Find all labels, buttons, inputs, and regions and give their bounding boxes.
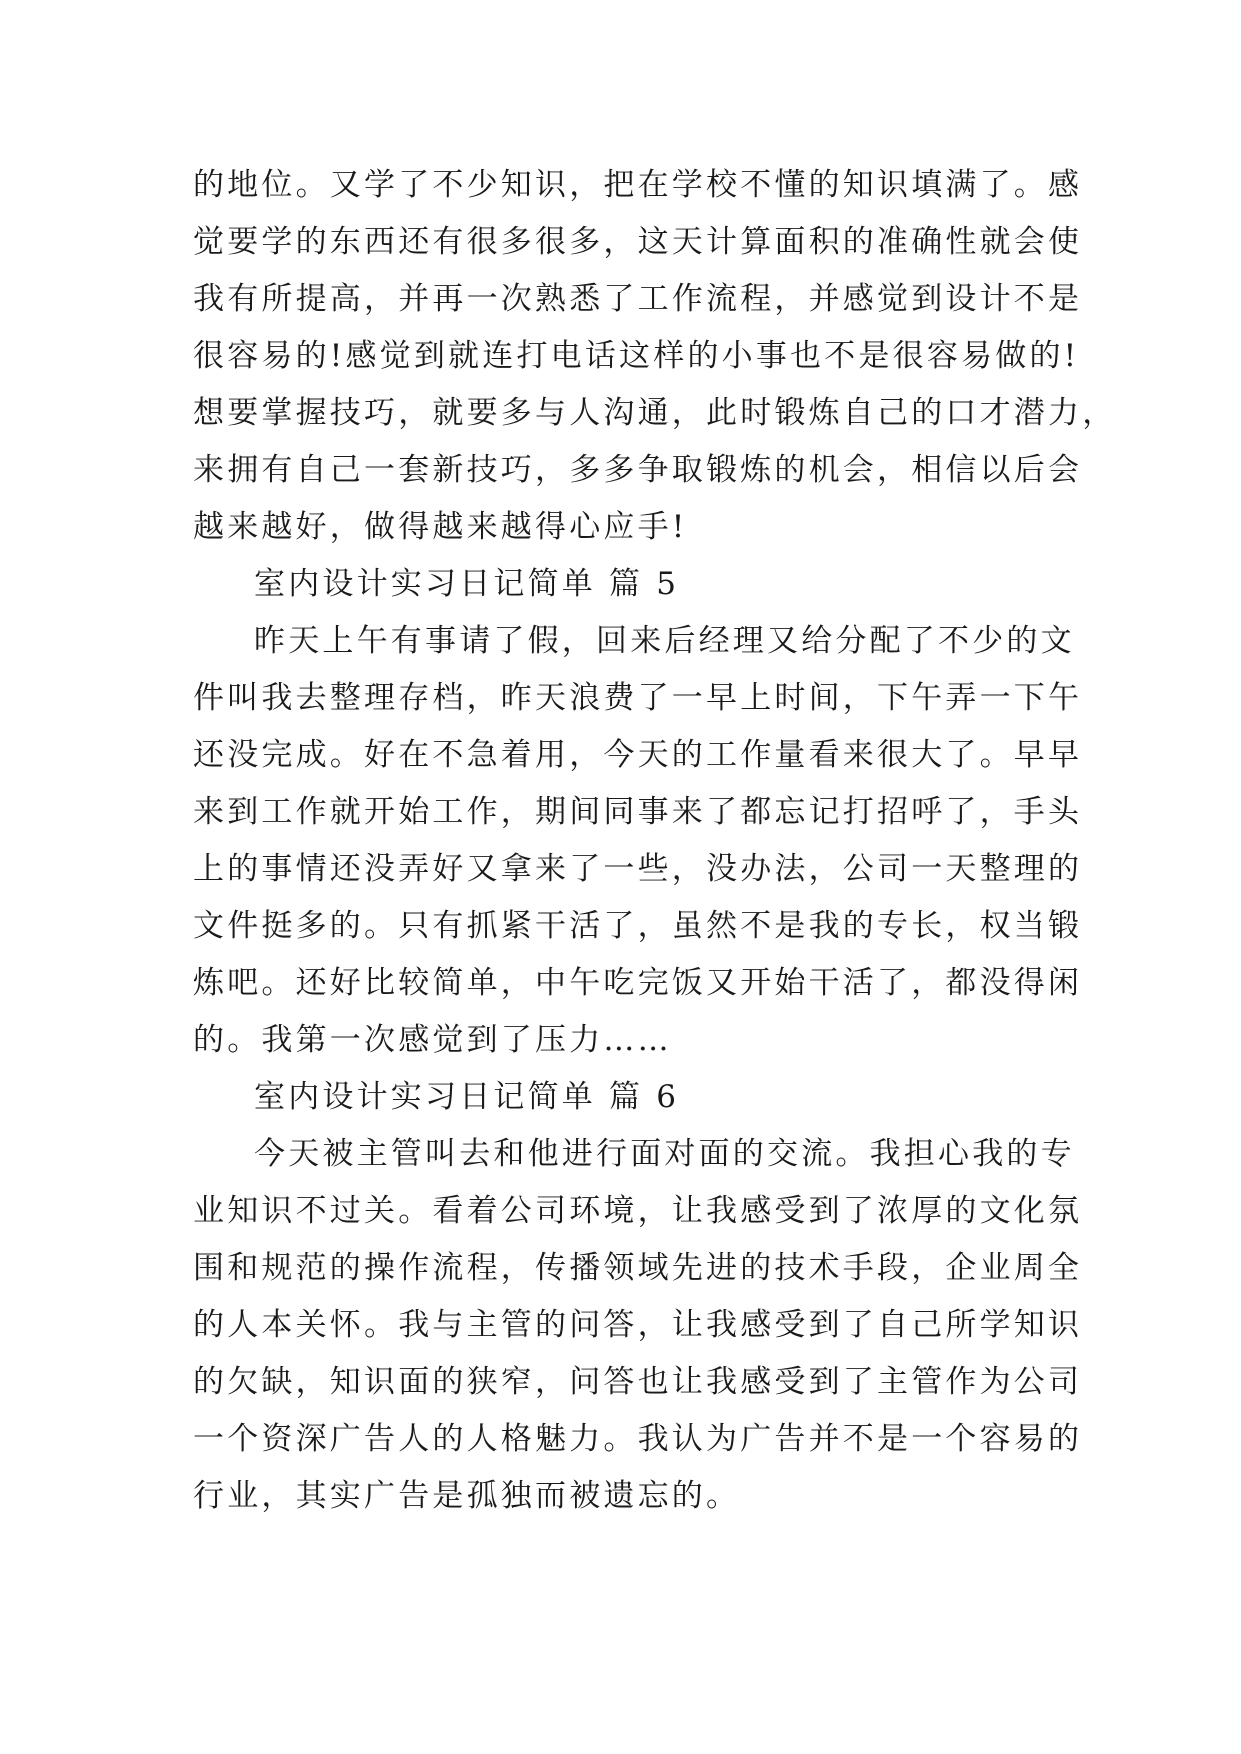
- paragraph-line: 昨天上午有事请了假，回来后经理又给分配了不少的文: [254, 623, 1075, 659]
- paragraph-line: 觉要学的东西还有很多很多，这天计算面积的准确性就会使: [193, 224, 1083, 260]
- section-heading: 室内设计实习日记简单 篇 5: [254, 566, 680, 602]
- paragraph-line: 我有所提高，并再一次熟悉了工作流程，并感觉到设计不是: [193, 281, 1083, 317]
- paragraph-line: 很容易的!感觉到就连打电话这样的小事也不是很容易做的!: [193, 338, 1080, 374]
- paragraph-line: 的。我第一次感觉到了压力……: [193, 1022, 672, 1058]
- paragraph-line: 今天被主管叫去和他进行面对面的交流。我担心我的专: [254, 1136, 1075, 1172]
- paragraph-line: 的地位。又学了不少知识，把在学校不懂的知识填满了。感: [193, 167, 1083, 203]
- paragraph-line: 文件挺多的。只有抓紧干活了，虽然不是我的专长，权当锻: [193, 908, 1083, 944]
- paragraph-line: 一个资深广告人的人格魅力。我认为广告并不是一个容易的: [193, 1421, 1083, 1457]
- paragraph-line: 围和规范的操作流程，传播领域先进的技术手段，企业周全: [193, 1250, 1083, 1286]
- paragraph-line: 炼吧。还好比较简单，中午吃完饭又开始干活了，都没得闲: [193, 965, 1083, 1001]
- paragraph-line: 件叫我去整理存档，昨天浪费了一早上时间，下午弄一下午: [193, 680, 1083, 716]
- section-heading: 室内设计实习日记简单 篇 6: [254, 1079, 680, 1115]
- paragraph-line: 的欠缺，知识面的狭窄，问答也让我感受到了主管作为公司: [193, 1364, 1083, 1400]
- paragraph-line: 来到工作就开始工作，期间同事来了都忘记打招呼了，手头: [193, 794, 1083, 830]
- paragraph-line: 业知识不过关。看着公司环境，让我感受到了浓厚的文化氛: [193, 1193, 1083, 1229]
- paragraph-line: 来拥有自己一套新技巧，多多争取锻炼的机会，相信以后会: [193, 452, 1083, 488]
- paragraph-line: 行业，其实广告是孤独而被遗忘的。: [193, 1478, 741, 1514]
- paragraph-line: 还没完成。好在不急着用，今天的工作量看来很大了。早早: [193, 737, 1083, 773]
- paragraph-line: 越来越好，做得越来越得心应手!: [193, 509, 688, 545]
- paragraph-line: 想要掌握技巧，就要多与人沟通，此时锻炼自己的口才潜力，: [193, 395, 1117, 431]
- paragraph-line: 上的事情还没弄好又拿来了一些，没办法，公司一天整理的: [193, 851, 1083, 887]
- paragraph-line: 的人本关怀。我与主管的问答，让我感受到了自己所学知识: [193, 1307, 1083, 1343]
